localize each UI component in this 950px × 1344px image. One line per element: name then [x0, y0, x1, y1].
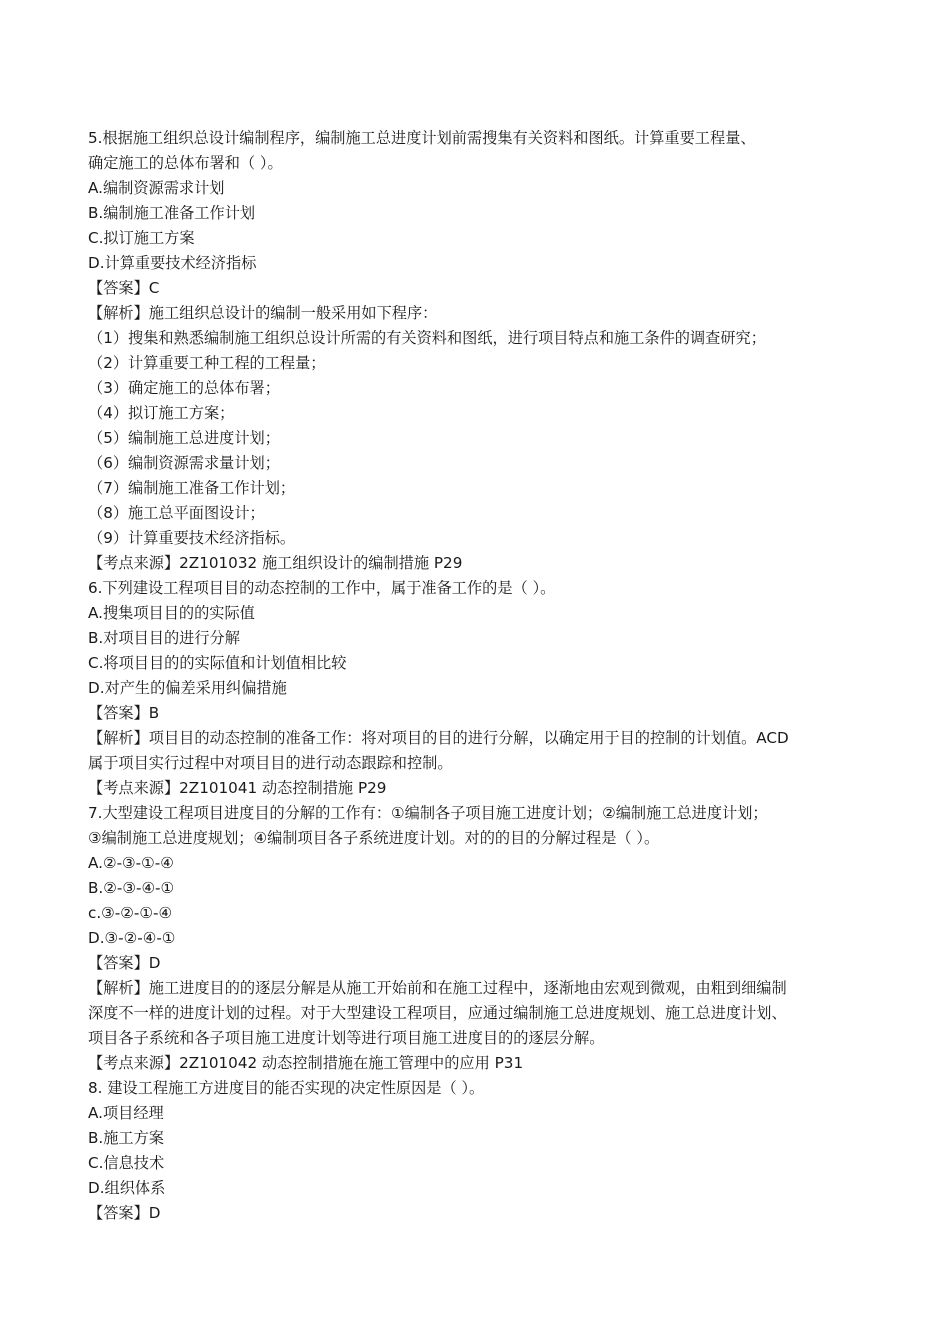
text-line: 【答案】B	[88, 704, 160, 722]
text-line: 【答案】D	[88, 1204, 161, 1222]
text-line: C.拟订施工方案	[88, 229, 195, 247]
text-line: 确定施工的总体布署和（ ）。	[88, 154, 283, 172]
text-line: 项目各子系统和各子项目施工进度计划等进行项目施工进度目的的逐层分解。	[88, 1029, 605, 1047]
text-line: A.搜集项目目的的实际值	[88, 604, 255, 622]
text-line: （5）编制施工总进度计划；	[88, 429, 280, 447]
text-line: c.③-②-①-④	[88, 904, 173, 922]
text-line: 6.下列建设工程项目目的动态控制的工作中，属于准备工作的是（ ）。	[88, 579, 556, 597]
text-line: 5.根据施工组织总设计编制程序，编制施工总进度计划前需搜集有关资料和图纸。计算重要工程量、	[88, 129, 756, 147]
text-line: （7）编制施工准备工作计划；	[88, 479, 296, 497]
text-line: 【考点来源】2Z101041 动态控制措施 P29	[88, 779, 387, 797]
text-line: 【解析】项目目的动态控制的准备工作：将对项目的目的进行分解，以确定用于目的控制的计划值。ACD	[88, 729, 789, 747]
text-line: C.将项目目的的实际值和计划值相比较	[88, 654, 347, 672]
text-line: （4）拟订施工方案；	[88, 404, 235, 422]
text-line: A.项目经理	[88, 1104, 164, 1122]
text-line: 【解析】施工进度目的的逐层分解是从施工开始前和在施工过程中，逐渐地由宏观到微观，由粗到细编制	[88, 979, 787, 997]
text-line: D.组织体系	[88, 1179, 166, 1197]
text-line: B.对项目目的进行分解	[88, 629, 240, 647]
text-line: A.②-③-①-④	[88, 854, 174, 872]
text-line: D.对产生的偏差采用纠偏措施	[88, 679, 287, 697]
text-line: 【解析】施工组织总设计的编制一般采用如下程序：	[88, 304, 438, 322]
text-line: D.计算重要技术经济指标	[88, 254, 257, 272]
text-line: B.施工方案	[88, 1129, 164, 1147]
text-line: B.②-③-④-①	[88, 879, 175, 897]
text-line: 【考点来源】2Z101032 施工组织设计的编制措施 P29	[88, 554, 463, 572]
text-line: （2）计算重要工种工程的工程量；	[88, 354, 326, 372]
text-line: （9）计算重要技术经济指标。	[88, 529, 296, 547]
text-line: 属于项目实行过程中对项目目的进行动态跟踪和控制。	[88, 754, 453, 772]
document-body	[88, 126, 878, 1226]
text-line: （8）施工总平面图设计；	[88, 504, 265, 522]
text-line: 7.大型建设工程项目进度目的分解的工作有：①编制各子项目施工进度计划；②编制施工总进度计划；	[88, 804, 768, 822]
text-line: B.编制施工准备工作计划	[88, 204, 256, 222]
text-line: D.③-②-④-①	[88, 929, 176, 947]
text-line: （3）确定施工的总体布署；	[88, 379, 280, 397]
text-line: ③编制施工总进度规划；④编制项目各子系统进度计划。对的的目的分解过程是（ ）。	[88, 829, 660, 847]
text-line: 8. 建设工程施工方进度目的能否实现的决定性原因是（ ）。	[88, 1079, 485, 1097]
text-line: 【考点来源】2Z101042 动态控制措施在施工管理中的应用 P31	[88, 1054, 524, 1072]
text-line: A.编制资源需求计划	[88, 179, 225, 197]
text-line: 深度不一样的进度计划的过程。对于大型建设工程项目，应通过编制施工总进度规划、施工总进度计划、	[88, 1004, 787, 1022]
text-line: C.信息技术	[88, 1154, 165, 1172]
text-line: 【答案】C	[88, 279, 160, 297]
text-line: （1）搜集和熟悉编制施工组织总设计所需的有关资料和图纸，进行项目特点和施工条件的调查研究；	[88, 329, 766, 347]
text-line: （6）编制资源需求量计划；	[88, 454, 280, 472]
text-line: 【答案】D	[88, 954, 161, 972]
